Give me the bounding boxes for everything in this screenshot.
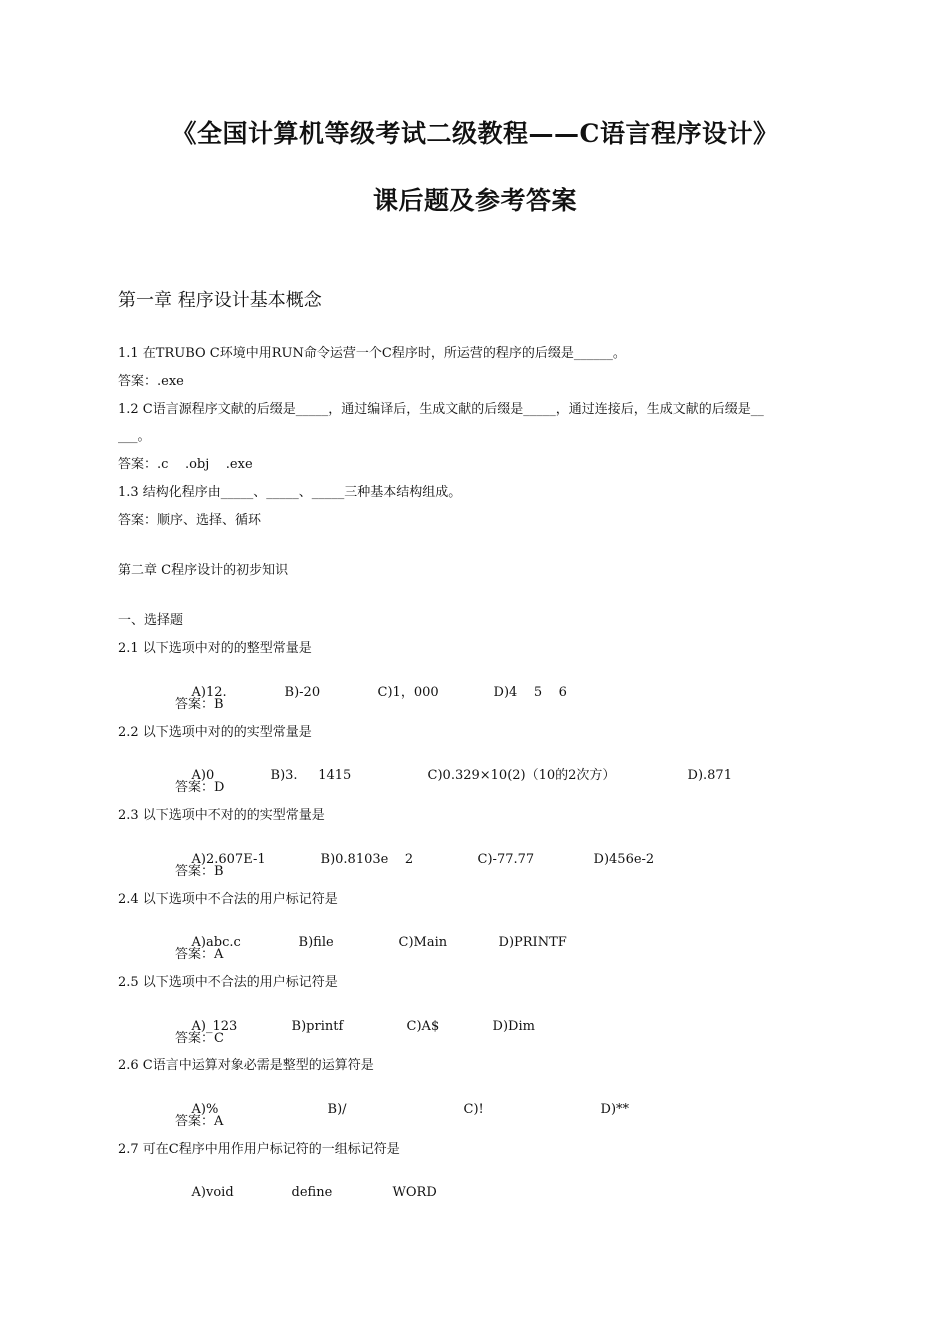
- option-c: C)A$: [406, 1019, 440, 1034]
- answer-2-5: 答案：C: [175, 1031, 224, 1046]
- option-b: B)3. 1415: [270, 768, 352, 783]
- option-b: B)printf: [291, 1019, 344, 1034]
- answer-2-3: 答案：B: [175, 864, 224, 879]
- question-2-5: 2.5 以下选项中不合法的用户标记符是: [118, 975, 338, 990]
- option-c: C)Main: [398, 935, 448, 950]
- option-a: A)_123: [191, 1019, 238, 1034]
- question-2-7: 2.7 可在C程序中用作用户标记符的一组标记符是: [118, 1142, 400, 1157]
- option-c: C)0.329×10(2)（10的2次方）: [427, 768, 616, 783]
- option-a: A)0: [191, 768, 215, 783]
- option-a: A)void: [191, 1185, 234, 1200]
- answer-2-4: 答案：A: [175, 947, 224, 962]
- option-a: A)%: [191, 1102, 219, 1117]
- option-b: B)-20: [284, 685, 321, 700]
- question-1-2-continued: ___。: [118, 429, 151, 444]
- options-2-4: [175, 919, 567, 967]
- option-b: B)0.8103e 2: [320, 852, 414, 867]
- option-c: C)1，000: [377, 685, 439, 700]
- option-d: D)Dim: [492, 1019, 535, 1034]
- option-d: D)PRINTF: [498, 935, 567, 950]
- option-c: C)!: [463, 1102, 484, 1117]
- option-a: A)abc.c: [191, 935, 241, 950]
- document-subtitle: 课后题及参考答案: [372, 186, 577, 215]
- option-b: B)/: [327, 1102, 347, 1117]
- option-d: D)4 5 6: [493, 685, 567, 700]
- option-a: A)2.607E-1: [191, 852, 266, 867]
- question-1-2: 1.2 C语言源程序文献的后缀是_____，通过编译后，生成文献的后缀是_____，通过连接后，生成文献的后缀是__: [118, 402, 764, 417]
- options-2-2: [175, 752, 732, 800]
- question-2-1: 2.1 以下选项中对的的整型常量是: [118, 641, 312, 656]
- option-a: A)12.: [191, 685, 227, 700]
- options-2-7: [175, 1169, 437, 1217]
- option-a-item-3: WORD: [392, 1185, 437, 1200]
- answer-2-1: 答案：B: [175, 697, 224, 712]
- answer-1-1: 答案：.exe: [118, 374, 184, 389]
- question-1-3: 1.3 结构化程序由_____、_____、_____三种基本结构组成。: [118, 485, 462, 500]
- question-1-1: 1.1 在TRUBO C环境中用RUN命令运营一个C程序时，所运营的程序的后缀是______。: [118, 346, 626, 361]
- option-c: C)-77.77: [477, 852, 535, 867]
- question-2-6: 2.6 C语言中运算对象必需是整型的运算符是: [118, 1058, 374, 1073]
- answer-2-6: 答案：A: [175, 1114, 224, 1129]
- answer-2-2: 答案：D: [175, 780, 225, 795]
- section-heading: 一、选择题: [118, 613, 184, 628]
- option-b: B)file: [298, 935, 334, 950]
- question-2-3: 2.3 以下选项中不对的的实型常量是: [118, 808, 325, 823]
- options-2-5: [175, 1003, 535, 1051]
- chapter1-heading: 第一章 程序设计基本概念: [118, 290, 322, 311]
- options-2-3: [175, 836, 654, 884]
- option-d: D)**: [600, 1102, 630, 1117]
- options-2-6: [175, 1086, 629, 1134]
- document-title: 《全国计算机等级考试二级教程——C语言程序设计》: [171, 119, 779, 148]
- question-2-4: 2.4 以下选项中不合法的用户标记符是: [118, 892, 338, 907]
- option-a-item-2: define: [291, 1185, 333, 1200]
- option-d: D).871: [687, 768, 732, 783]
- answer-1-3: 答案：顺序、选择、循环: [118, 513, 262, 528]
- option-d: D)456e-2: [593, 852, 655, 867]
- chapter2-heading: 第二章 C程序设计的初步知识: [118, 563, 289, 578]
- answer-1-2: 答案：.c .obj .exe: [118, 457, 253, 472]
- question-2-2: 2.2 以下选项中对的的实型常量是: [118, 725, 312, 740]
- options-2-1: [175, 669, 567, 717]
